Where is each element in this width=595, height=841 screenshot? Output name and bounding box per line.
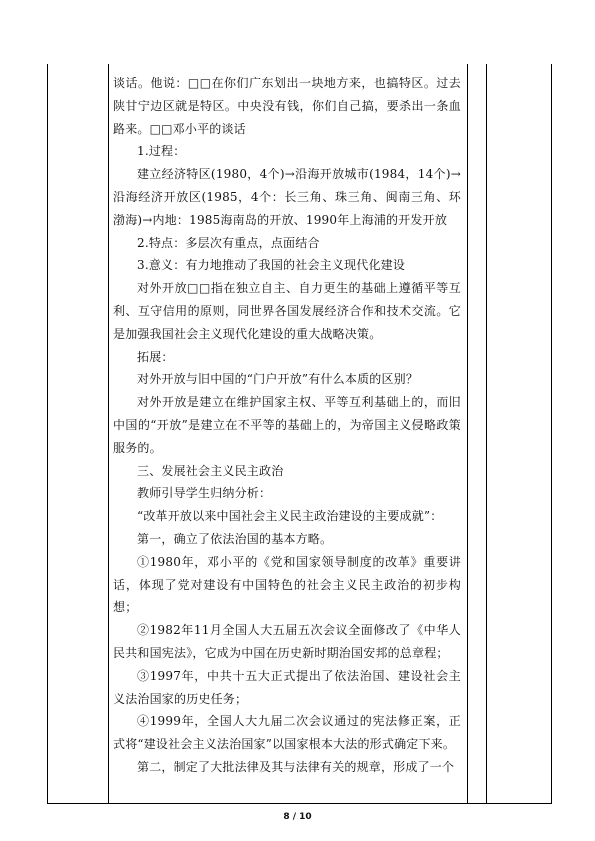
page-number: 8 / 10 [283,812,312,822]
paragraph: 3.意义：有力地推动了我国的社会主义现代化建设 [137,258,406,273]
paragraph: 拓展： [137,349,174,364]
table-column-divider [486,64,487,804]
paragraph: 2.特点：多层次有重点，点面结合 [137,235,320,250]
paragraph: 谈话。他说：□□在你们广东划出一块地方来，也搞特区。过去陕甘宁边区就是特区。中央没有钱，你们自己搞，要杀出一条血路来。□□邓小平的谈话 [113,76,461,136]
paragraph: “改革开放以来中国社会主义民主政治建设的主要成就”： [137,509,443,524]
paragraph: 三、发展社会主义民主政治 [137,463,284,478]
table-column-divider [467,64,468,804]
paragraph: ①1980年，邓小平的《党和国家领导制度的改革》重要讲话，体现了党对建设有中国特色的社会主义民主政治的初步构想； [113,554,461,615]
paragraph: 对外开放是建立在维护国家主权、平等互利基础上的，而旧中国的“开放”是建立在不平等的基础上的，为帝国主义侵略政策服务的。 [113,395,461,455]
paragraph: ④1999年，全国人大九届二次会议通过的宪法修正案，正式将“建设社会主义法治国家”以国家根本大法的形式确定下来。 [113,714,461,752]
lesson-content-cell [113,72,461,779]
paragraph: 第二，制定了大批法律及其与法律有关的规章，形成了一个 [137,759,455,774]
paragraph: ③1997年，中共十五大正式提出了依法治国、建设社会主义法治国家的历史任务； [113,668,461,706]
paragraph: 对外开放与旧中国的“门户开放”有什么本质的区别？ [137,372,419,387]
paragraph: 1.过程： [137,144,186,159]
table-column-divider [108,64,109,804]
paragraph: 教师引导学生归纳分析： [137,486,272,501]
paragraph: 对外开放□□指在独立自主、自力更生的基础上遵循平等互利、互守信用的原则，同世界各国发展经济合作和技术交流。它是加强我国社会主义现代化建设的重大战略决策。 [113,281,461,341]
paragraph: ②1982年11月全国人大五届五次会议全面修改了《中华人民共和国宪法》，它成为中国在历史新时期治国安邦的总章程； [113,623,461,660]
paragraph: 建立经济特区(1980，4个)→沿海开放城市(1984，14个)→沿海经济开放区(1985，4个：长三角、珠三角、闽南三角、环渤海)→内地：1985海南岛的开放、1990年上海浦的开发开放 [113,167,461,227]
paragraph: 第一，确立了依法治国的基本方略。 [137,531,333,546]
